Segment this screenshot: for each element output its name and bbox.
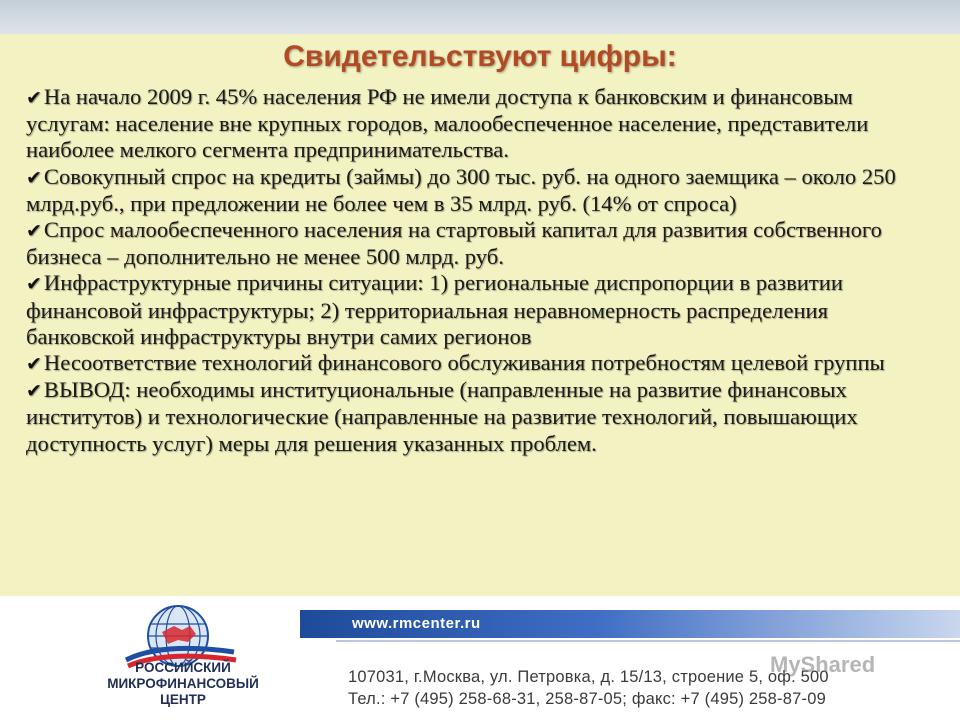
url-bar — [300, 610, 960, 638]
checkmark-icon: ✔ — [26, 353, 42, 376]
bullet-item — [26, 217, 926, 270]
website-link[interactable]: www.rmcenter.ru — [352, 615, 481, 632]
slide-title: Свидетельствуют цифры: — [283, 40, 677, 73]
url-underline — [336, 640, 960, 642]
phone-text: Тел.: +7 (495) 258-68-31, 258-87-05; факс: +7 (495) 258-87-09 — [348, 690, 826, 708]
bullet-list — [26, 84, 926, 457]
checkmark-icon: ✔ — [26, 166, 42, 189]
checkmark-icon: ✔ — [26, 87, 42, 109]
bullet-item — [26, 377, 926, 457]
footer — [0, 596, 960, 720]
address-text: 107031, г.Москва, ул. Петровка, д. 15/13, строение 5, оф. 500 — [348, 668, 829, 686]
org-name-line: РОССИЙСКИЙ — [135, 660, 231, 675]
org-name-line: МИКРОФИНАНСОВЫЙ — [107, 676, 259, 691]
bullet-item — [26, 350, 926, 377]
bullet-text: Совокупный спрос на кредиты (займы) до 300 тыс. руб. на одного заемщика – около 250 млрд.руб., при предложении не более чем в 35 млрд. руб. (14% от спроса) — [26, 163, 896, 216]
bullet-text: ВЫВОД: необходимы институциональные (направленные на развитие финансовых институтов) и технологические (направленные на развитие технологий, повышающих доступность услуг) меры для решения указанных проблем. — [26, 377, 858, 456]
top-band — [0, 0, 960, 34]
bullet-item — [26, 164, 926, 217]
org-name-line: ЦЕНТР — [160, 692, 206, 707]
checkmark-icon: ✔ — [26, 380, 42, 403]
bullet-text: На начало 2009 г. 45% населения РФ не имели доступа к банковским и финансовым услугам: население вне крупных городов, малообеспеченное население, представители наиболее мелкого сегмента предпринимательства. — [26, 84, 869, 163]
bullet-item — [26, 84, 926, 164]
bullet-text: Инфраструктурные причины ситуации: 1) региональные диспропорции в развитии финансовой инфраструктуры; 2) территориальная неравномерность распределения банковской инфраструктуры внутри самих регионов — [26, 270, 843, 349]
bullet-text: Спрос малообеспеченного населения на стартовый капитал для развития собственного бизнеса – дополнительно не менее 500 млрд. руб. — [26, 217, 882, 270]
checkmark-icon: ✔ — [26, 220, 42, 243]
watermark: MyShared — [770, 652, 876, 677]
bullet-text: Несоответствие технологий финансового обслуживания потребностям целевой группы — [43, 350, 885, 376]
checkmark-icon: ✔ — [26, 273, 42, 296]
bullet-item — [26, 270, 926, 350]
org-name — [80, 660, 286, 708]
